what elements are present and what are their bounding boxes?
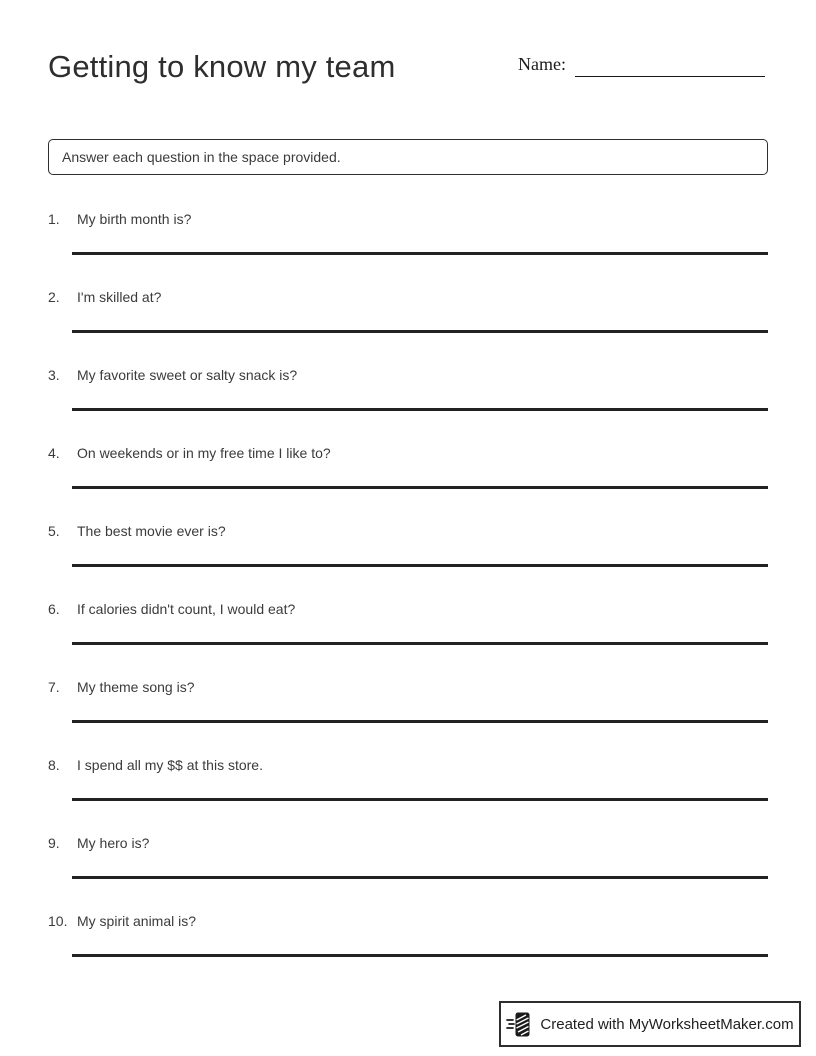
question-block	[48, 913, 768, 991]
question-block	[48, 367, 768, 445]
answer-line	[72, 720, 768, 723]
question-text: The best movie ever is?	[77, 523, 226, 539]
question-number: 8.	[48, 757, 60, 773]
question-block	[48, 211, 768, 289]
name-answer-line	[575, 53, 765, 77]
answer-line	[72, 486, 768, 489]
question-text: My theme song is?	[77, 679, 195, 695]
question-block	[48, 523, 768, 601]
question-number: 9.	[48, 835, 60, 851]
answer-line	[72, 564, 768, 567]
question-text: On weekends or in my free time I like to?	[77, 445, 331, 461]
question-row	[48, 601, 768, 617]
answer-line	[72, 876, 768, 879]
question-text: My spirit animal is?	[77, 913, 197, 929]
question-block	[48, 601, 768, 679]
question-row	[48, 913, 768, 929]
question-row	[48, 835, 768, 851]
question-row	[48, 211, 768, 227]
question-block	[48, 679, 768, 757]
answer-line	[72, 408, 768, 411]
question-block	[48, 835, 768, 913]
question-text: I spend all my $$ at this store.	[77, 757, 263, 773]
answer-line	[72, 642, 768, 645]
question-number: 6.	[48, 601, 60, 617]
credit-text: Created with MyWorksheetMaker.com	[540, 1015, 794, 1033]
instructions-text: Answer each question in the space provided.	[62, 149, 341, 165]
page-title: Getting to know my team	[48, 49, 396, 84]
question-text: If calories didn't count, I would eat?	[77, 601, 296, 617]
question-text: My hero is?	[77, 835, 150, 851]
question-number: 1.	[48, 211, 60, 227]
question-number: 5.	[48, 523, 60, 539]
question-row	[48, 523, 768, 539]
answer-line	[72, 798, 768, 801]
credit-badge	[499, 1001, 801, 1047]
answer-line	[72, 954, 768, 957]
question-text: My favorite sweet or salty snack is?	[77, 367, 298, 383]
name-label: Name:	[518, 54, 566, 74]
question-text: I'm skilled at?	[77, 289, 162, 305]
question-row	[48, 367, 768, 383]
instructions-box	[48, 139, 768, 175]
question-row	[48, 289, 768, 305]
question-number: 3.	[48, 367, 60, 383]
question-row	[48, 679, 768, 695]
question-block	[48, 445, 768, 523]
question-number: 10.	[48, 913, 68, 929]
answer-line	[72, 330, 768, 333]
worksheet-maker-logo-icon	[506, 1011, 531, 1038]
question-block	[48, 289, 768, 367]
question-number: 7.	[48, 679, 60, 695]
questions	[48, 211, 768, 991]
question-block	[48, 757, 768, 835]
question-row	[48, 445, 768, 461]
answer-line	[72, 252, 768, 255]
question-number: 4.	[48, 445, 60, 461]
question-row	[48, 757, 768, 773]
name-field-group	[518, 51, 765, 77]
question-text: My birth month is?	[77, 211, 192, 227]
question-number: 2.	[48, 289, 60, 305]
